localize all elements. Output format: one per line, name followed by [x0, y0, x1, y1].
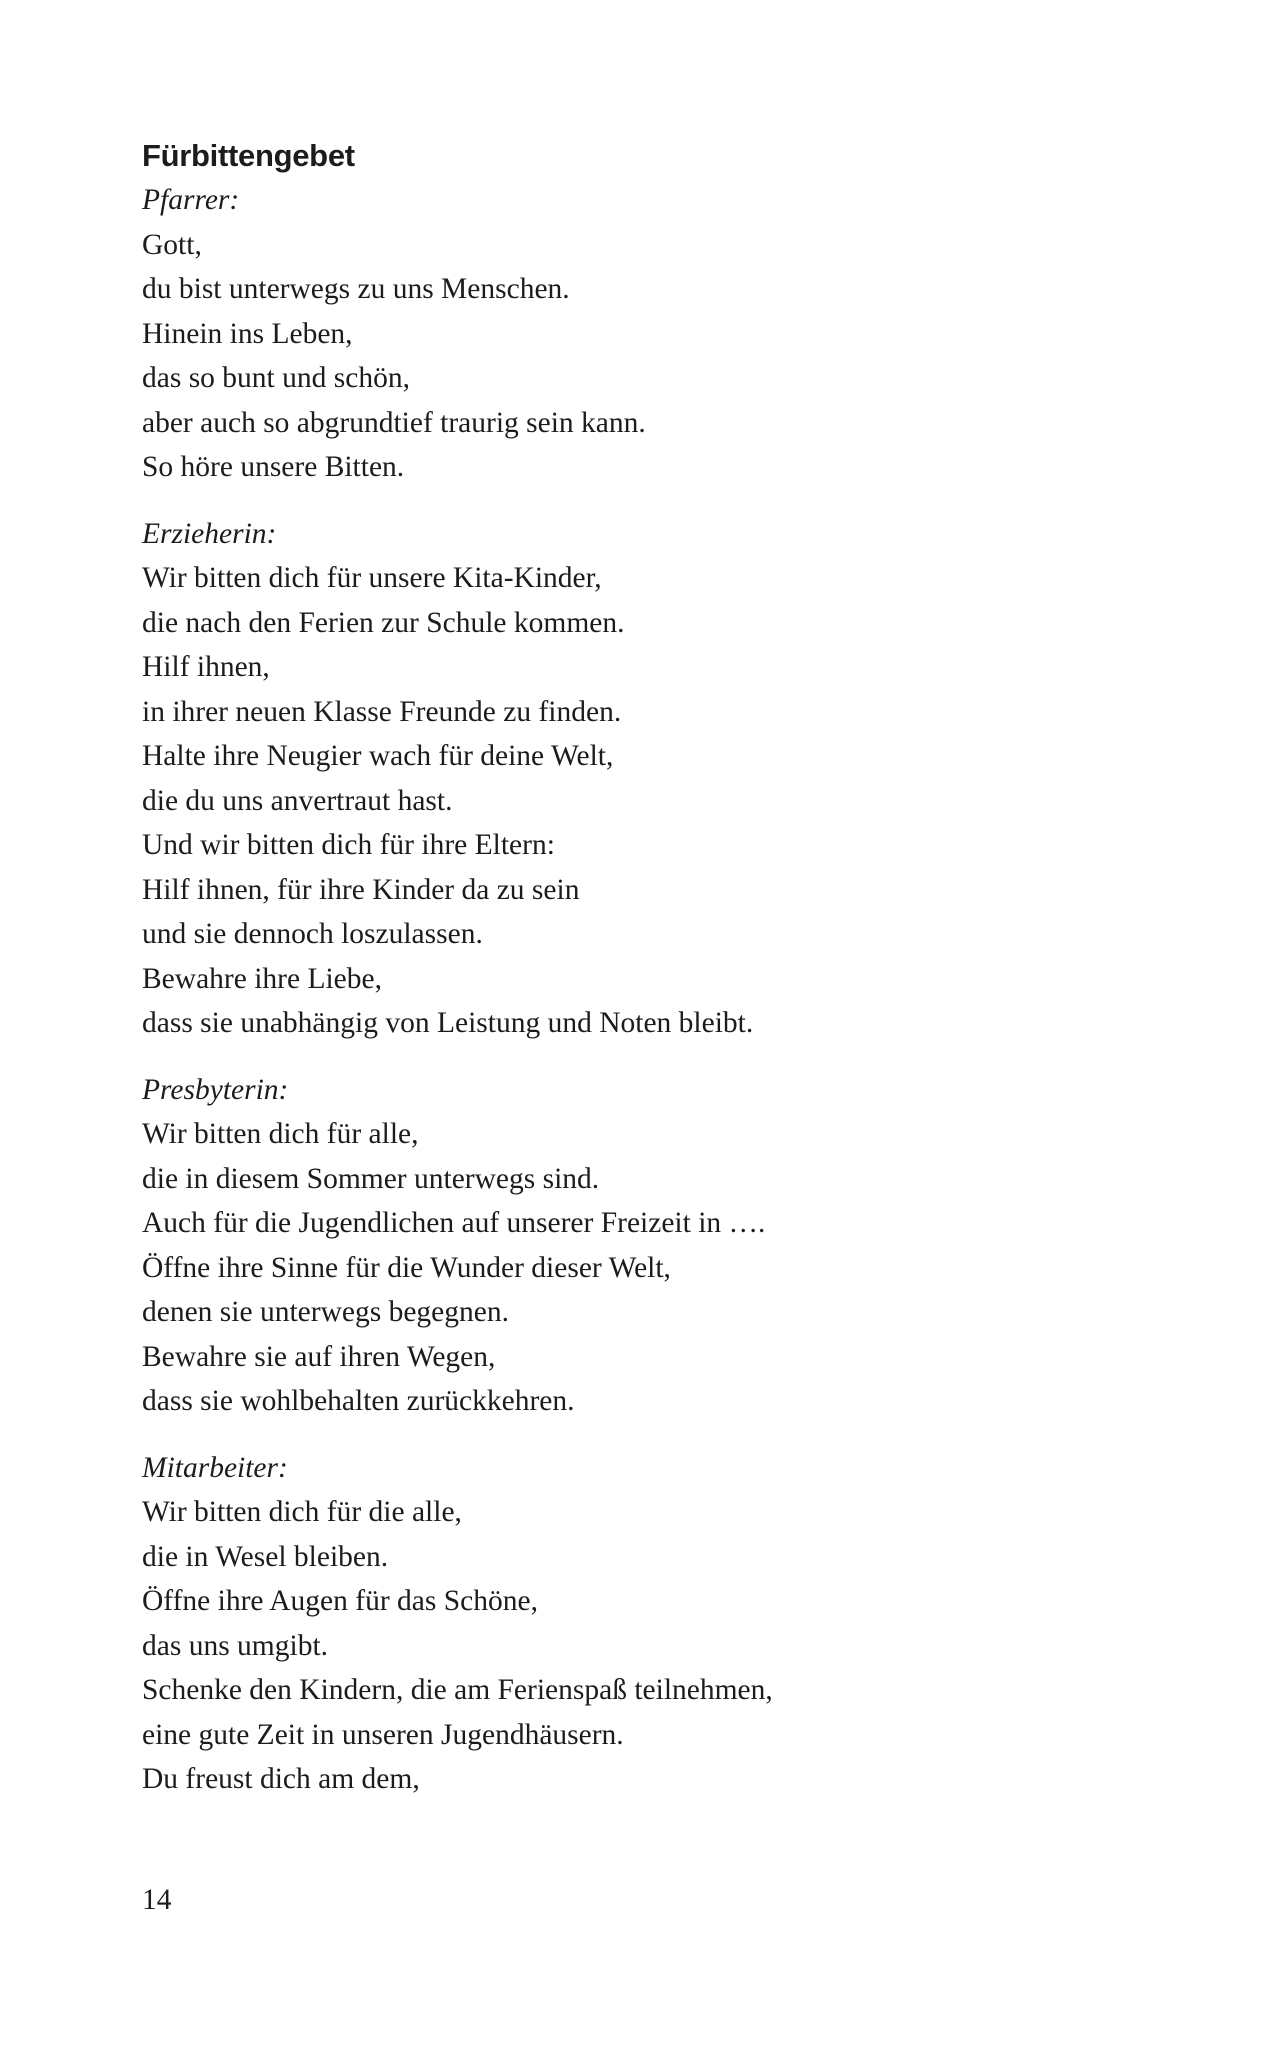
prayer-line: Und wir bitten dich für ihre Eltern: — [142, 829, 555, 861]
page-number: 14 — [142, 1884, 172, 1916]
prayer-line: die in Wesel bleiben. — [142, 1540, 389, 1573]
speaker-label: Pfarrer: — [142, 184, 240, 216]
prayer-line: Schenke den Kindern, die am Ferienspaß teilnehmen, — [142, 1674, 773, 1706]
prayer-line: die du uns anvertraut hast. — [142, 784, 453, 817]
prayer-line: die in diesem Sommer unterwegs sind. — [142, 1162, 600, 1195]
stanza-list — [142, 178, 1142, 1802]
prayer-line: denen sie unterwegs begegnen. — [142, 1296, 509, 1328]
prayer-line: das uns umgibt. — [142, 1629, 329, 1662]
prayer-line: dass sie wohlbehalten zurückkehren. — [142, 1385, 575, 1417]
prayer-line: Wir bitten dich für unsere Kita-Kinder, — [142, 562, 602, 594]
stanza — [142, 512, 1142, 1046]
prayer-line: Bewahre ihre Liebe, — [142, 962, 382, 995]
prayer-line: das so bunt und schön, — [142, 362, 410, 394]
prayer-line: Bewahre sie auf ihren Wegen, — [142, 1340, 496, 1373]
prayer-line: die nach den Ferien zur Schule kommen. — [142, 606, 625, 639]
prayer-line: Wir bitten dich für alle, — [142, 1118, 419, 1150]
prayer-line: So höre unsere Bitten. — [142, 451, 405, 483]
prayer-line: Hinein ins Leben, — [142, 317, 353, 350]
prayer-line: du bist unterwegs zu uns Menschen. — [142, 273, 570, 305]
prayer-line: dass sie unabhängig von Leistung und Noten bleibt. — [142, 1007, 754, 1039]
prayer-line: Du freust dich am dem, — [142, 1763, 420, 1795]
speaker-label: Erzieherin: — [142, 517, 277, 550]
prayer-line: Auch für die Jugendlichen auf unserer Freizeit in …. — [142, 1207, 766, 1239]
page-heading: Fürbittengebet — [142, 138, 355, 173]
stanza — [142, 1068, 1142, 1424]
prayer-line: Hilf ihnen, — [142, 651, 270, 683]
speaker-label: Presbyterin: — [142, 1073, 289, 1106]
prayer-line: Halte ihre Neugier wach für deine Welt, — [142, 740, 614, 772]
prayer-line: Gott, — [142, 228, 202, 261]
prayer-line: Öffne ihre Sinne für die Wunder dieser Welt, — [142, 1251, 671, 1284]
prayer-line: in ihrer neuen Klasse Freunde zu finden. — [142, 695, 622, 728]
prayer-line: Wir bitten dich für die alle, — [142, 1496, 462, 1528]
prayer-line: und sie dennoch loszulassen. — [142, 918, 483, 950]
prayer-line: eine gute Zeit in unseren Jugendhäusern. — [142, 1718, 624, 1751]
speaker-label: Mitarbeiter: — [142, 1451, 288, 1484]
prayer-page — [142, 136, 1142, 1824]
prayer-line: aber auch so abgrundtief traurig sein kann. — [142, 406, 646, 439]
stanza — [142, 1446, 1142, 1802]
stanza — [142, 178, 1142, 490]
prayer-line: Öffne ihre Augen für das Schöne, — [142, 1585, 538, 1617]
prayer-line: Hilf ihnen, für ihre Kinder da zu sein — [142, 873, 580, 906]
